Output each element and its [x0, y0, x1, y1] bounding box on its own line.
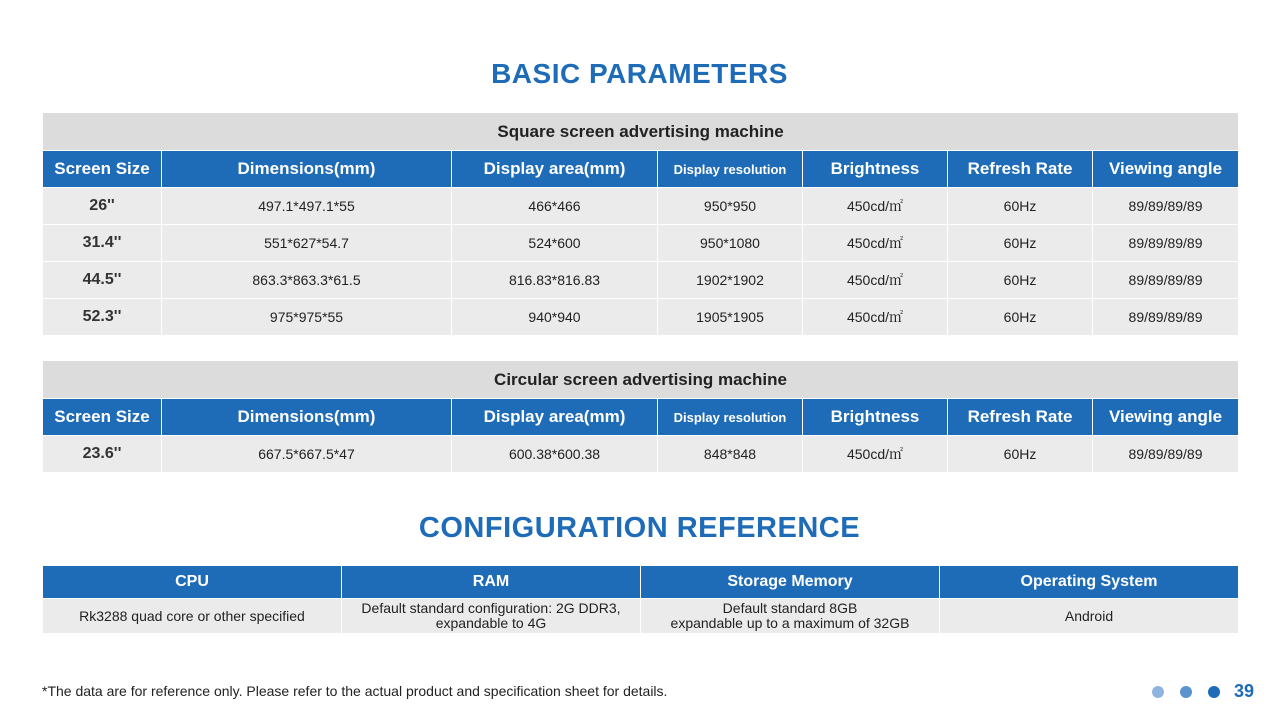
- pager-dot-icon: [1152, 686, 1164, 698]
- cell-resolution: 848*848: [658, 436, 803, 473]
- col-header-resolution: Display resolution: [658, 151, 803, 188]
- cell-brightness: 450cd/㎡: [803, 225, 948, 262]
- page-indicator: [1152, 681, 1254, 702]
- table-caption: Square screen advertising machine: [43, 113, 1239, 151]
- col-header-screen-size: Screen Size: [43, 151, 162, 188]
- cell-screen-size: 44.5'': [43, 262, 162, 299]
- col-header-brightness: Brightness: [803, 399, 948, 436]
- table-header-row: [43, 399, 1239, 436]
- cell-viewing-angle: 89/89/89/89: [1093, 188, 1239, 225]
- table-header-row: [43, 566, 1239, 599]
- cell-refresh-rate: 60Hz: [948, 436, 1093, 473]
- cell-brightness: 450cd/㎡: [803, 299, 948, 336]
- page-number: 39: [1234, 681, 1255, 701]
- pager-dot-icon: [1180, 686, 1192, 698]
- circular-spec-table: [42, 360, 1239, 473]
- col-header-ram: RAM: [342, 566, 641, 599]
- cell-refresh-rate: 60Hz: [948, 188, 1093, 225]
- cell-resolution: 950*1080: [658, 225, 803, 262]
- storage-line-2: expandable up to a maximum of 32GB: [670, 615, 910, 631]
- cell-display-area: 466*466: [452, 188, 658, 225]
- square-spec-table: [42, 112, 1239, 336]
- cell-resolution: 1902*1902: [658, 262, 803, 299]
- col-header-screen-size: Screen Size: [43, 399, 162, 436]
- cell-viewing-angle: 89/89/89/89: [1093, 299, 1239, 336]
- col-header-refresh-rate: Refresh Rate: [948, 151, 1093, 188]
- cell-dimensions: 975*975*55: [162, 299, 452, 336]
- cell-display-area: 524*600: [452, 225, 658, 262]
- ram-line-1: Default standard configuration: 2G DDR3,: [361, 600, 621, 616]
- col-header-os: Operating System: [940, 566, 1239, 599]
- col-header-refresh-rate: Refresh Rate: [948, 399, 1093, 436]
- cell-storage: [641, 599, 940, 634]
- cell-display-area: 600.38*600.38: [452, 436, 658, 473]
- table-row: [43, 299, 1239, 336]
- cell-screen-size: 52.3'': [43, 299, 162, 336]
- storage-line-1: Default standard 8GB: [722, 600, 858, 616]
- pager-dot-icon: [1208, 686, 1220, 698]
- table-row: [43, 436, 1239, 473]
- footnote: *The data are for reference only. Please refer to the actual product and specification sheet for details.: [42, 683, 668, 699]
- cell-dimensions: 551*627*54.7: [162, 225, 452, 262]
- col-header-dimensions: Dimensions(mm): [162, 399, 452, 436]
- cell-viewing-angle: 89/89/89/89: [1093, 436, 1239, 473]
- ram-line-2: expandable to 4G: [435, 615, 547, 631]
- cell-cpu: Rk3288 quad core or other specified: [43, 599, 342, 634]
- cell-resolution: 1905*1905: [658, 299, 803, 336]
- col-header-resolution: Display resolution: [658, 399, 803, 436]
- cell-screen-size: 23.6'': [43, 436, 162, 473]
- cell-os: Android: [940, 599, 1239, 634]
- col-header-dimensions: Dimensions(mm): [162, 151, 452, 188]
- table-caption: Circular screen advertising machine: [43, 361, 1239, 399]
- cell-refresh-rate: 60Hz: [948, 225, 1093, 262]
- col-header-cpu: CPU: [43, 566, 342, 599]
- table-caption-row: [43, 113, 1239, 151]
- cell-screen-size: 31.4'': [43, 225, 162, 262]
- table-caption-row: [43, 361, 1239, 399]
- table-header-row: [43, 151, 1239, 188]
- configuration-reference-title: CONFIGURATION REFERENCE: [418, 512, 861, 544]
- cell-dimensions: 863.3*863.3*61.5: [162, 262, 452, 299]
- cell-viewing-angle: 89/89/89/89: [1093, 225, 1239, 262]
- cell-refresh-rate: 60Hz: [948, 299, 1093, 336]
- table-row: [43, 188, 1239, 225]
- cell-brightness: 450cd/㎡: [803, 262, 948, 299]
- cell-refresh-rate: 60Hz: [948, 262, 1093, 299]
- col-header-viewing-angle: Viewing angle: [1093, 399, 1239, 436]
- cell-brightness: 450cd/㎡: [803, 436, 948, 473]
- table-row: [43, 599, 1239, 634]
- col-header-storage: Storage Memory: [641, 566, 940, 599]
- cell-brightness: 450cd/㎡: [803, 188, 948, 225]
- cell-dimensions: 497.1*497.1*55: [162, 188, 452, 225]
- col-header-display-area: Display area(mm): [452, 399, 658, 436]
- cell-display-area: 940*940: [452, 299, 658, 336]
- col-header-brightness: Brightness: [803, 151, 948, 188]
- table-row: [43, 225, 1239, 262]
- basic-parameters-title: BASIC PARAMETERS: [491, 58, 788, 89]
- cell-ram: [342, 599, 641, 634]
- table-row: [43, 262, 1239, 299]
- cell-resolution: 950*950: [658, 188, 803, 225]
- configuration-table: [42, 565, 1239, 634]
- cell-display-area: 816.83*816.83: [452, 262, 658, 299]
- cell-viewing-angle: 89/89/89/89: [1093, 262, 1239, 299]
- col-header-viewing-angle: Viewing angle: [1093, 151, 1239, 188]
- cell-dimensions: 667.5*667.5*47: [162, 436, 452, 473]
- cell-screen-size: 26'': [43, 188, 162, 225]
- col-header-display-area: Display area(mm): [452, 151, 658, 188]
